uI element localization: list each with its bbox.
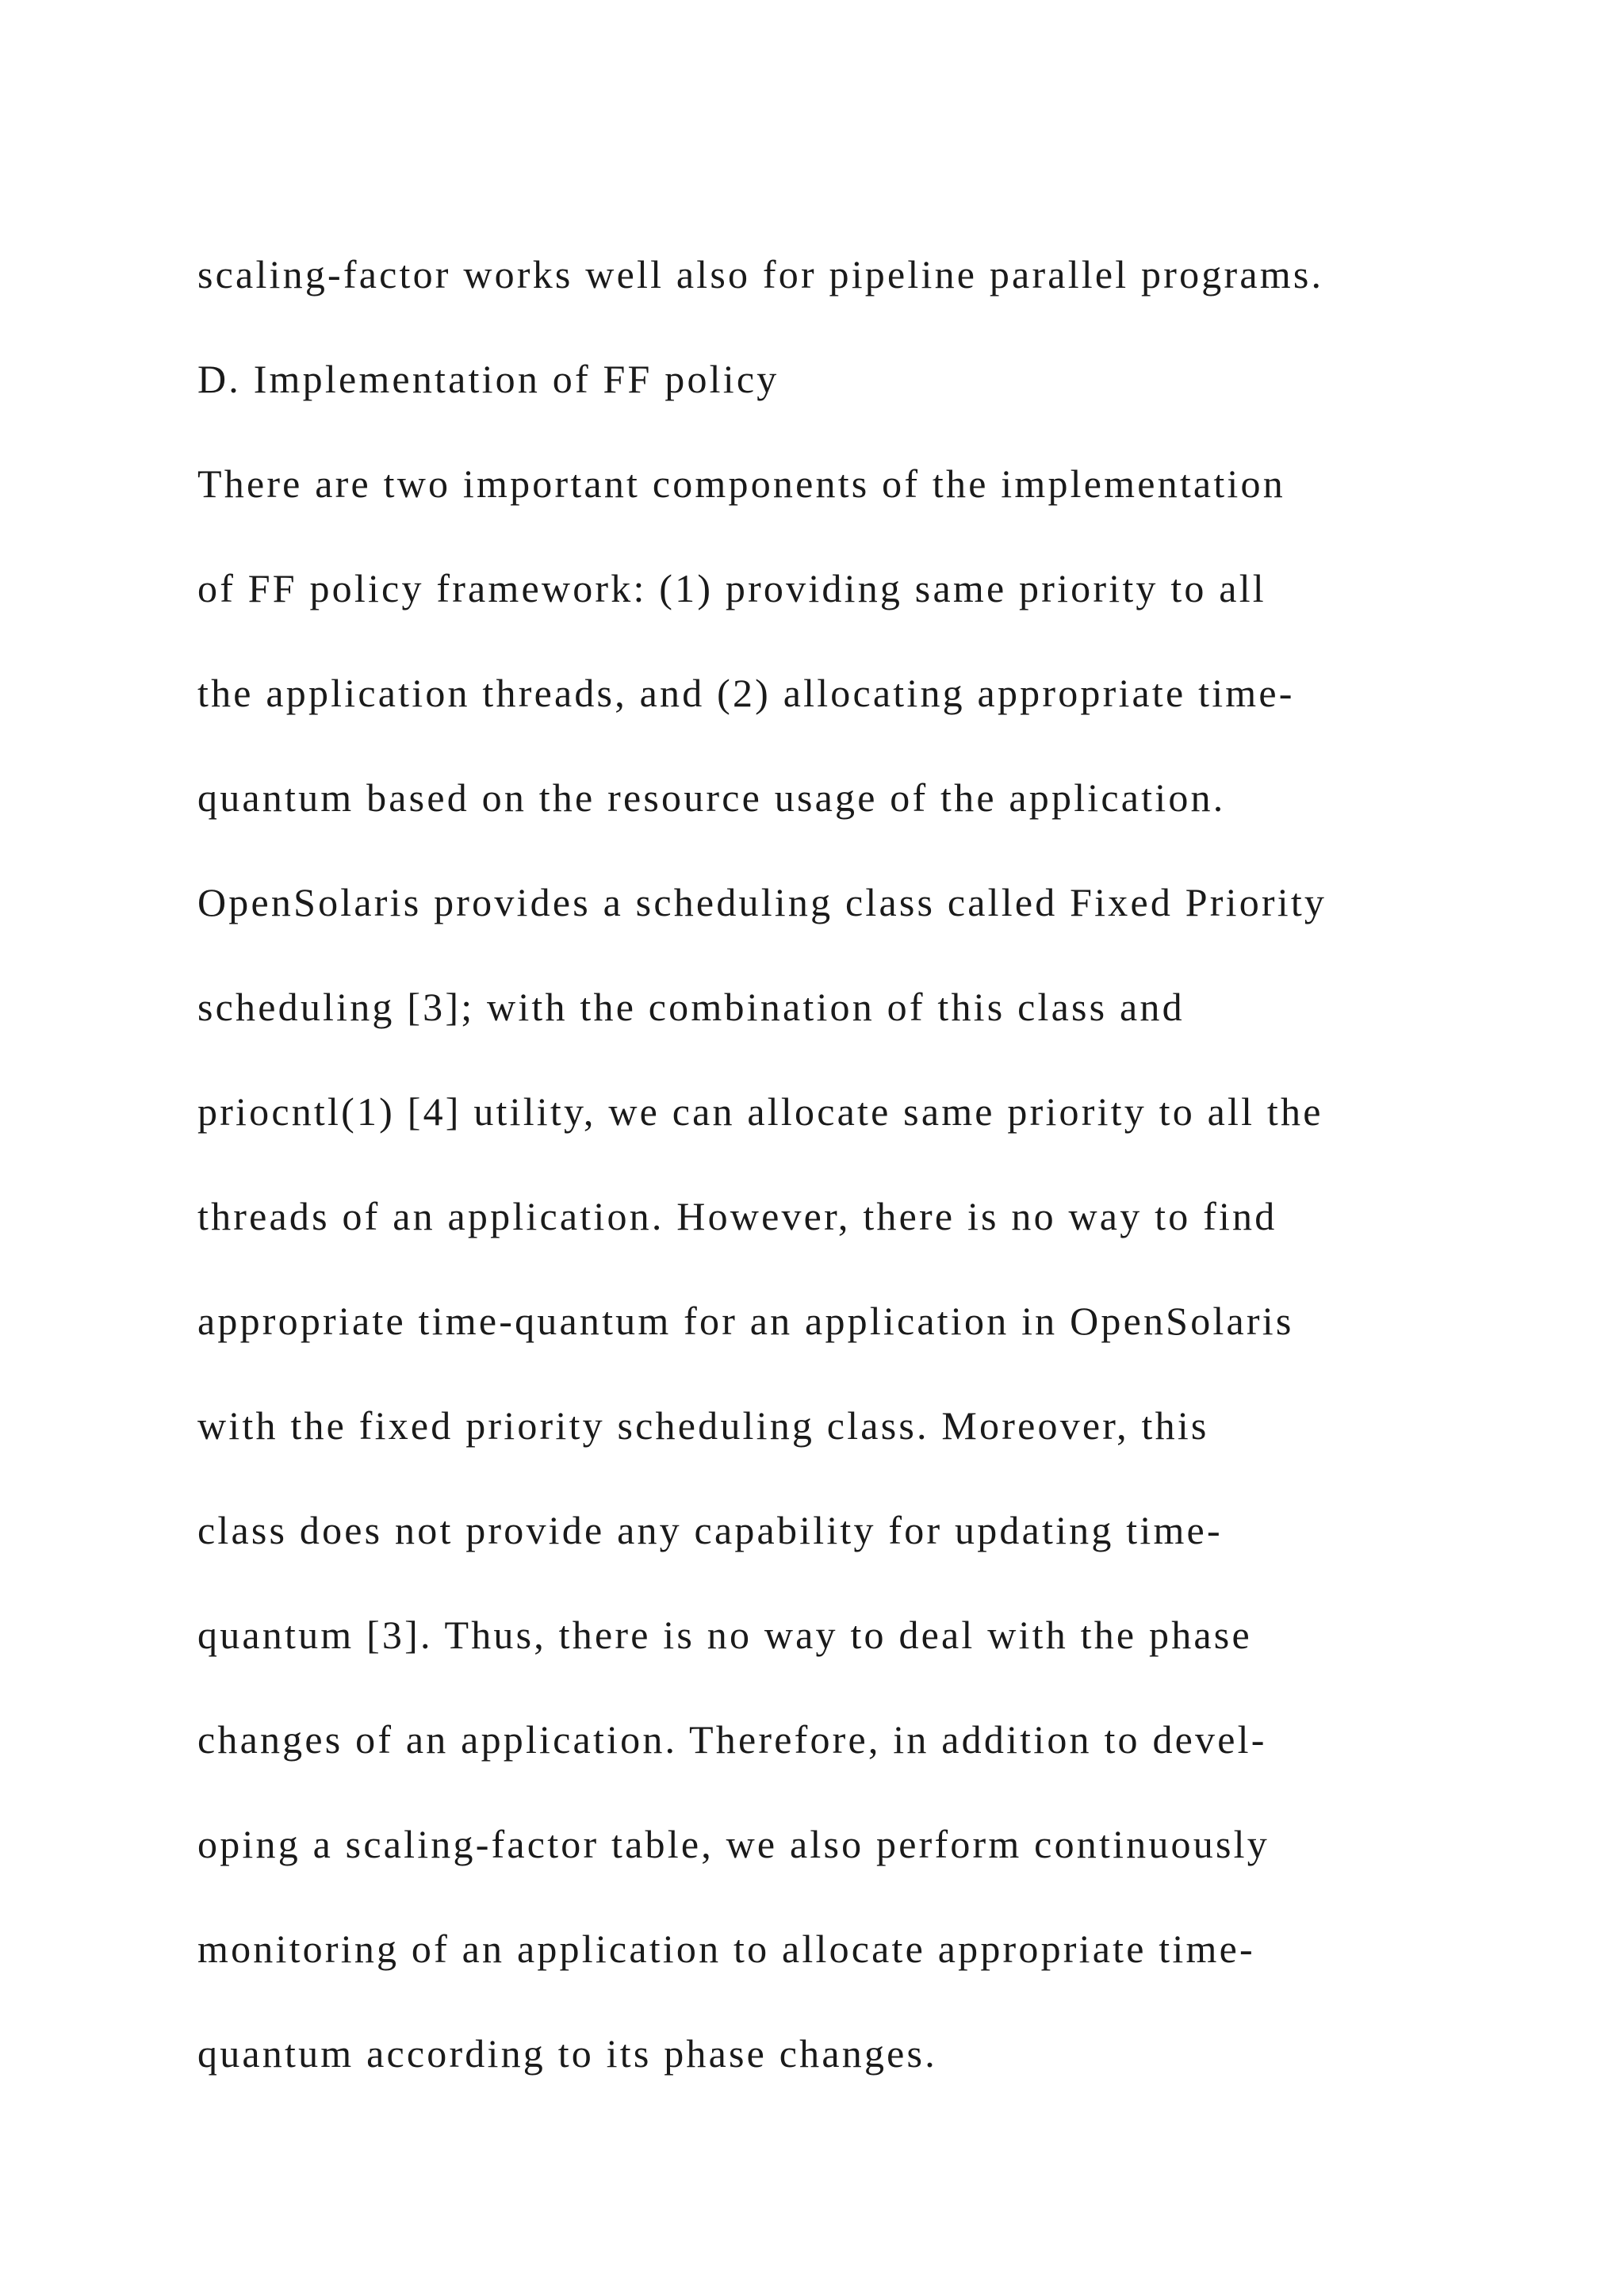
text-line: of FF policy framework: (1) providing same priority to all xyxy=(197,566,1266,610)
section-heading: D. Implementation of FF policy xyxy=(197,357,779,401)
text-line: quantum based on the resource usage of the application. xyxy=(197,775,1226,820)
text-line: quantum [3]. Thus, there is no way to deal with the phase xyxy=(197,1613,1252,1657)
text-line: the application threads, and (2) allocating appropriate time- xyxy=(197,671,1295,715)
text-line: quantum according to its phase changes. xyxy=(197,2031,937,2076)
text-line: changes of an application. Therefore, in addition to devel- xyxy=(197,1717,1267,1762)
text-line: oping a scaling-factor table, we also perform continuously xyxy=(197,1822,1270,1866)
text-line: appropriate time-quantum for an application in OpenSolaris xyxy=(197,1299,1294,1343)
body-text xyxy=(197,246,1434,2130)
text-line: priocntl(1) [4] utility, we can allocate same priority to all the xyxy=(197,1089,1323,1134)
text-line: scheduling [3]; with the combination of this class and xyxy=(197,985,1185,1029)
text-line: threads of an application. However, there is no way to find xyxy=(197,1194,1277,1238)
text-line: scaling-factor works well also for pipeline parallel programs. xyxy=(197,252,1324,297)
text-line: There are two important components of the implementation xyxy=(197,461,1285,506)
text-line: class does not provide any capability for updating time- xyxy=(197,1508,1223,1552)
text-line: OpenSolaris provides a scheduling class called Fixed Priority xyxy=(197,880,1327,924)
text-line: monitoring of an application to allocate appropriate time- xyxy=(197,1927,1255,1971)
text-line: with the fixed priority scheduling class. Moreover, this xyxy=(197,1403,1209,1448)
